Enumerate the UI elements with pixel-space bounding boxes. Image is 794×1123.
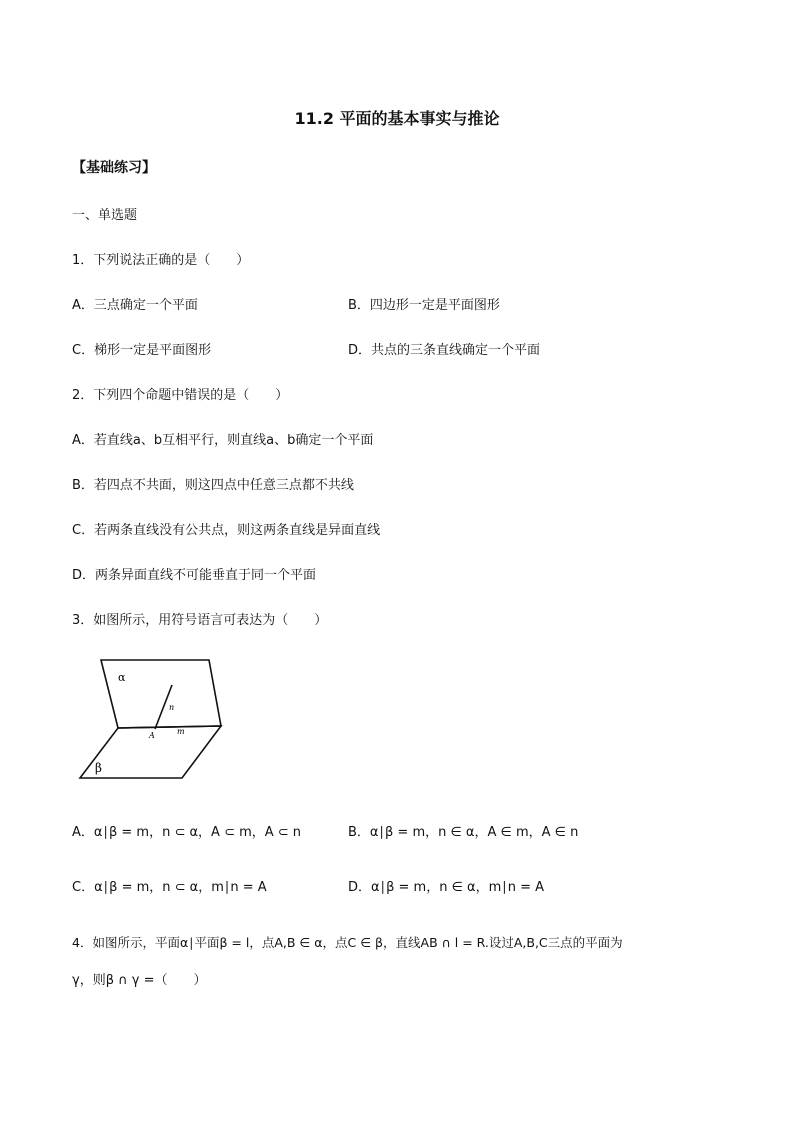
q2-option-c: C．若两条直线没有公共点，则这两条直线是异面直线 <box>72 523 381 538</box>
q2-stem: 2．下列四个命题中错误的是（ ） <box>72 388 289 403</box>
q2-option-d: D．两条异面直线不可能垂直于同一个平面 <box>72 568 317 583</box>
section-heading: 【基础练习】 <box>72 160 156 176</box>
q1-option-d: D．共点的三条直线确定一个平面 <box>348 343 541 358</box>
planes-figure <box>75 652 235 784</box>
q3-option-b: B．α∣β = m，n ∈ α，A ∈ m，A ∈ n <box>348 825 579 840</box>
q2-option-a: A．若直线a、b互相平行，则直线a、b确定一个平面 <box>72 433 374 448</box>
q3-stem: 3．如图所示，用符号语言可表达为（ ） <box>72 613 328 628</box>
alpha-label: α <box>118 671 126 684</box>
subsection-heading: 一、单选题 <box>72 208 138 223</box>
q4-stem-line2: γ，则β ∩ γ =（ ） <box>72 973 207 988</box>
q4-stem-line1: 4．如图所示，平面α∣平面β = l，点A,B ∈ α，点C ∈ β，直线AB ∩ l = R.设过A,B,C三点的平面为 <box>72 935 623 950</box>
q1-option-c: C．梯形一定是平面图形 <box>72 343 212 358</box>
q3-option-d: D．α∣β = m，n ∈ α，m∣n = A <box>348 880 545 895</box>
beta-label: β <box>95 761 102 775</box>
q1-option-a: A．三点确定一个平面 <box>72 298 198 313</box>
q3-option-a: A．α∣β = m，n ⊂ α，A ⊂ m，A ⊂ n <box>72 825 302 840</box>
q2-option-b: B．若四点不共面，则这四点中任意三点都不共线 <box>72 478 354 493</box>
m-label: m <box>177 727 185 736</box>
q1-stem: 1．下列说法正确的是（ ） <box>72 253 250 268</box>
q1-option-b: B．四边形一定是平面图形 <box>348 298 500 313</box>
A-label: A <box>149 731 155 740</box>
q3-option-c: C．α∣β = m，n ⊂ α，m∣n = A <box>72 880 267 895</box>
page-title: 11.2 平面的基本事实与推论 <box>294 109 500 128</box>
n-label: n <box>169 703 175 712</box>
